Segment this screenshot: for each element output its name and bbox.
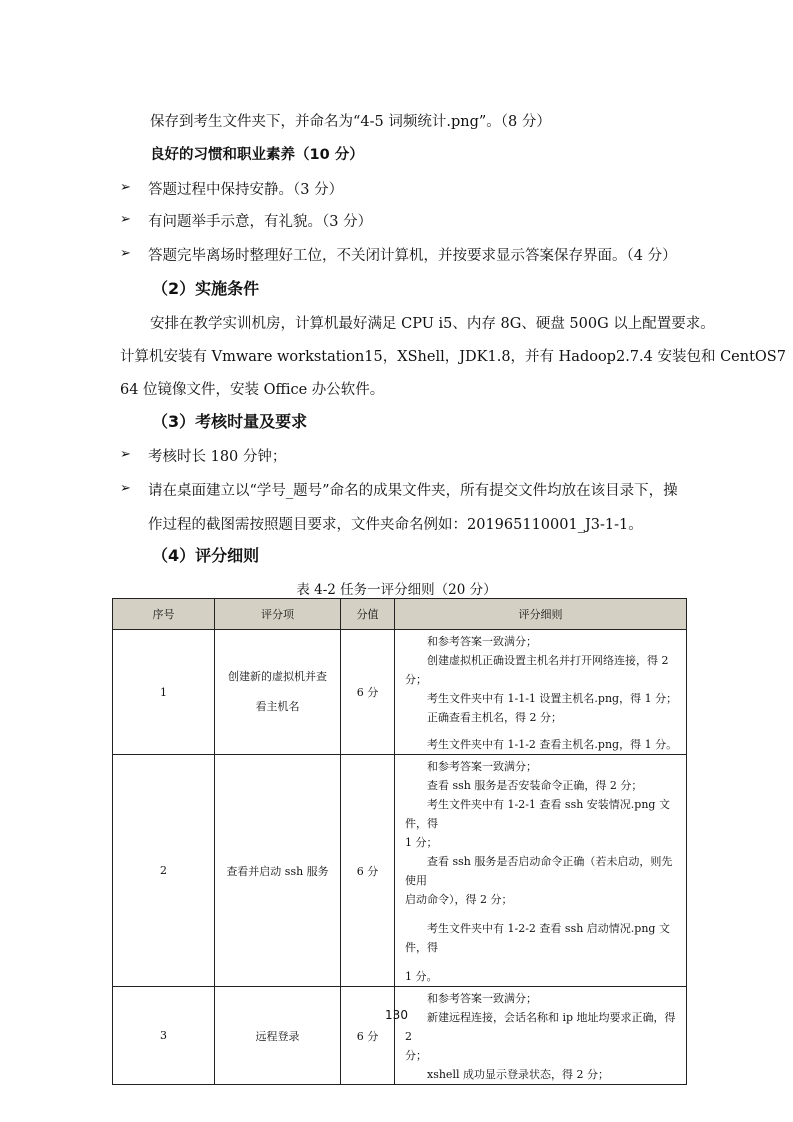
detail-spacer xyxy=(405,909,680,919)
detail-line: 新建远程连接，会话名称和 ip 地址均要求正确，得 2 xyxy=(405,1011,676,1043)
table-header-row xyxy=(113,599,687,630)
detail-line: 查看 ssh 服务是否安装命令正确，得 2 分； xyxy=(427,779,643,792)
table-caption: 表 4-2 任务一评分细则（20 分） xyxy=(296,582,497,598)
row-score: 6 分 xyxy=(341,987,395,1085)
row-item xyxy=(215,630,341,755)
table-row xyxy=(113,755,687,987)
row-item xyxy=(215,755,341,987)
detail-line: 考生文件夹中有 1-1-2 查看主机名.png，得 1 分。 xyxy=(427,738,678,751)
bullet-arrow-icon: ➢ xyxy=(120,246,131,261)
paragraph-line: 64 位镜像文件，安装 Office 办公软件。 xyxy=(120,382,385,398)
section-heading: （2）实施条件 xyxy=(152,279,260,298)
header-details: 评分细则 xyxy=(395,599,687,630)
row-item-line: 看主机名 xyxy=(255,700,300,713)
bullet-arrow-icon: ➢ xyxy=(120,447,131,462)
paragraph-line: 安排在教学实训机房，计算机最好满足 CPU i5、内存 8G、硬盘 500G 以上配置要求。 xyxy=(150,316,715,332)
detail-line: 1 分。 xyxy=(405,970,438,983)
table-row xyxy=(113,630,687,755)
table-row xyxy=(113,987,687,1085)
paragraph-line: 计算机安装有 Vmware workstation15，XShell，JDK1.8，并有 Hadoop2.7.4 安装包和 CentOS7 xyxy=(120,349,786,365)
habits-title: 良好的习惯和职业素养（10 分） xyxy=(150,147,364,163)
section-heading: （3）考核时量及要求 xyxy=(152,412,308,431)
row-score: 6 分 xyxy=(341,630,395,755)
row-details xyxy=(395,630,687,755)
row-item xyxy=(215,987,341,1085)
row-score: 6 分 xyxy=(341,755,395,987)
detail-line: 和参考答案一致满分； xyxy=(427,760,537,773)
row-details xyxy=(395,755,687,987)
detail-line: 考生文件夹中有 1-1-1 设置主机名.png，得 1 分； xyxy=(427,692,678,705)
detail-line: 正确查看主机名，得 2 分； xyxy=(427,711,562,724)
habit-item: 有问题举手示意，有礼貌。（3 分） xyxy=(148,214,373,230)
header-score: 分值 xyxy=(341,599,395,630)
detail-line: 启动命令），得 2 分； xyxy=(405,893,513,906)
header-item: 评分项 xyxy=(215,599,341,630)
detail-line: 查看 ssh 服务是否启动命令正确（若未启动，则先使用 xyxy=(405,855,673,887)
detail-spacer xyxy=(405,957,680,967)
detail-line: 和参考答案一致满分； xyxy=(427,635,537,648)
detail-line: 分； xyxy=(405,1049,427,1062)
intro-line: 保存到考生文件夹下，并命名为“4-5 词频统计.png”。（8 分） xyxy=(150,114,551,130)
row-item-line: 查看并启动 ssh 服务 xyxy=(226,864,329,878)
row-item-line: 远程登录 xyxy=(255,1029,300,1043)
row-no: 2 xyxy=(113,755,215,987)
requirement-item-cont: 作过程的截图需按照题目要求，文件夹命名例如：201965110001_J3-1-1。 xyxy=(148,517,643,533)
bullet-arrow-icon: ➢ xyxy=(120,180,131,195)
row-details xyxy=(395,987,687,1085)
requirement-item: 请在桌面建立以“学号_题号”命名的成果文件夹，所有提交文件均放在该目录下，操 xyxy=(148,483,678,499)
section-heading: （4）评分细则 xyxy=(152,546,260,565)
detail-line: 和参考答案一致满分； xyxy=(427,992,537,1005)
detail-line: 考生文件夹中有 1-2-1 查看 ssh 安装情况.png 文件，得 xyxy=(405,798,670,830)
row-no: 3 xyxy=(113,987,215,1085)
detail-line: 考生文件夹中有 1-2-2 查看 ssh 启动情况.png 文件，得 xyxy=(405,922,670,954)
detail-line: 创建虚拟机正确设置主机名并打开网络连接，得 2 分； xyxy=(405,654,669,686)
page-number: 130 xyxy=(385,1008,408,1022)
habit-item: 答题完毕离场时整理好工位，不关闭计算机，并按要求显示答案保存界面。（4 分） xyxy=(148,248,677,264)
habit-item: 答题过程中保持安静。（3 分） xyxy=(148,182,344,198)
bullet-arrow-icon: ➢ xyxy=(120,481,131,496)
header-no: 序号 xyxy=(113,599,215,630)
row-no: 1 xyxy=(113,630,215,755)
requirement-item: 考核时长 180 分钟； xyxy=(148,449,287,465)
detail-line: 1 分； xyxy=(405,836,438,849)
bullet-arrow-icon: ➢ xyxy=(120,212,131,227)
detail-spacer xyxy=(405,727,680,735)
row-item-line: 创建新的虚拟机并查 xyxy=(228,670,327,683)
detail-line: xshell 成功显示登录状态，得 2 分； xyxy=(427,1068,609,1081)
